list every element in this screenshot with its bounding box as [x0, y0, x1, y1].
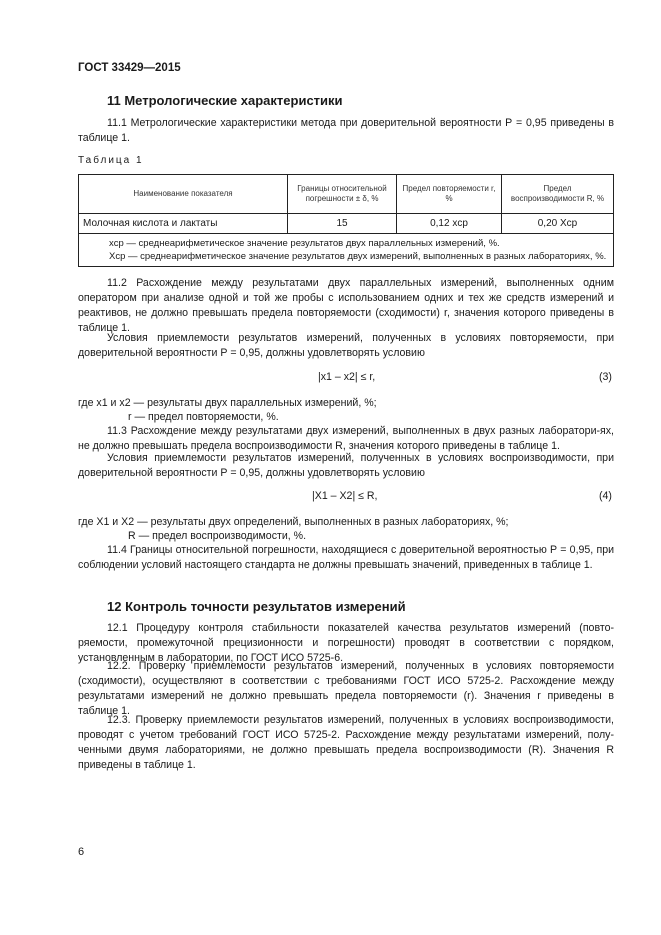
cell-repeatability-limit: 0,12 xср: [397, 214, 502, 234]
paragraph-11-3-conditions: Условия приемлемости результатов измерений, полученных в условиях воспроизводимости, при доверительной вероятности Р = 0,95, должны удовлетворять условию: [78, 452, 614, 479]
formula-4-where: где X1 и X2 — результаты двух определений, выполненных в разных лабораториях, %;: [78, 516, 509, 528]
section-11-title: 11 Метрологические характеристики: [107, 93, 343, 108]
table-header-row: [79, 175, 614, 214]
header-repeatability-limit: Предел повторяемости r, %: [397, 175, 502, 214]
table-note: [79, 234, 614, 267]
formula-3-where: где x1 и x2 — результаты двух параллельных измерений, %;: [78, 397, 377, 409]
table-row: [79, 214, 614, 234]
header-reproducibility-limit: Предел воспроизводимости R, %: [502, 175, 614, 214]
cell-error-bounds: 15: [288, 214, 397, 234]
formula-3-number: (3): [599, 371, 612, 383]
header-error-bounds: Границы относительной погрешности ± δ, %: [288, 175, 397, 214]
paragraph-12-1: 12.1 Процедуру контроля стабильности показателей качества результатов измерений (повто-ряемости, промежуточной прецизионности и погрешности) проводят в соответствии с порядком, установленным в лаборатории, по ГОСТ ИСО 5725-6.: [78, 622, 614, 664]
page-number: 6: [78, 846, 85, 858]
paragraph-11-2-conditions: Условия приемлемости результатов измерений, полученных в условиях повторяемости, при доверительной вероятности Р = 0,95, должны удовлетворять условию: [78, 332, 614, 359]
paragraph-12-2: 12.2. Проверку приемлемости результатов измерений, полученных в условиях повторяемости (сходимости), осуществляют в соответствии с требованиями ГОСТ ИСО 5725-2. Расхождение между результатами измерений не должно превышать предела повторяемости (r). Значения r приведены в таблице 1.: [78, 660, 614, 717]
paragraph-11-2: 11.2 Расхождение между результатами двух параллельных измерений, выполненных одним оператором при анализе одной и той же пробы с использованием одних и тех же средств измерений и реактивов, не должно превышать предела повторяемости (сходимости) r, значения которого приведены в таблице 1.: [78, 277, 614, 334]
formula-4: |X1 – X2| ≤ R,: [312, 490, 378, 502]
table-note-1: xср — среднеарифметическое значение результатов двух параллельных измерений, %.: [109, 238, 500, 249]
formula-4-where-r: R — предел воспроизводимости, %.: [128, 530, 307, 542]
table-note-2: Xср — среднеарифметическое значение результатов двух измерений, выполненных в разных лабораториях, %.: [109, 251, 607, 262]
section-12-title: 12 Контроль точности результатов измерений: [107, 599, 406, 614]
formula-3: |x1 – x2| ≤ r,: [318, 371, 376, 383]
cell-indicator-name: Молочная кислота и лактаты: [79, 214, 288, 234]
formula-3-where-r: r — предел повторяемости, %.: [128, 411, 279, 423]
formula-4-number: (4): [599, 490, 612, 502]
document-header: ГОСТ 33429—2015: [78, 62, 181, 74]
table-caption: Таблица 1: [78, 155, 144, 166]
metrology-table: [78, 174, 614, 267]
cell-reproducibility-limit: 0,20 Xср: [502, 214, 614, 234]
paragraph-12-3: 12.3. Проверку приемлемости результатов измерений, полученных в условиях воспроизводимости, проводят с учетом требований ГОСТ ИСО 5725-2. Расхождение между результатами измерений, полу-ченными двумя лабораториями, не должно превышать предела воспроизводимости (R). Значения R приведены в таблице 1.: [78, 714, 614, 771]
table-note-row: [79, 234, 614, 267]
header-indicator-name: Наименование показателя: [79, 175, 288, 214]
paragraph-11-1: 11.1 Метрологические характеристики метода при доверительной вероятности Р = 0,95 приведены в таблице 1.: [78, 117, 614, 144]
paragraph-11-3: 11.3 Расхождение между результатами двух измерений, выполненных в двух разных лаборатори-ях, не должно превышать предела воспроизводимости R, значения которого приведены в таблице 1.: [78, 425, 614, 452]
paragraph-11-4: 11.4 Границы относительной погрешности, находящиеся с доверительной вероятностью Р = 0,95, при соблюдении условий настоящего стандарта не должны превышать значений, приведенных в таблице 1.: [78, 544, 614, 571]
